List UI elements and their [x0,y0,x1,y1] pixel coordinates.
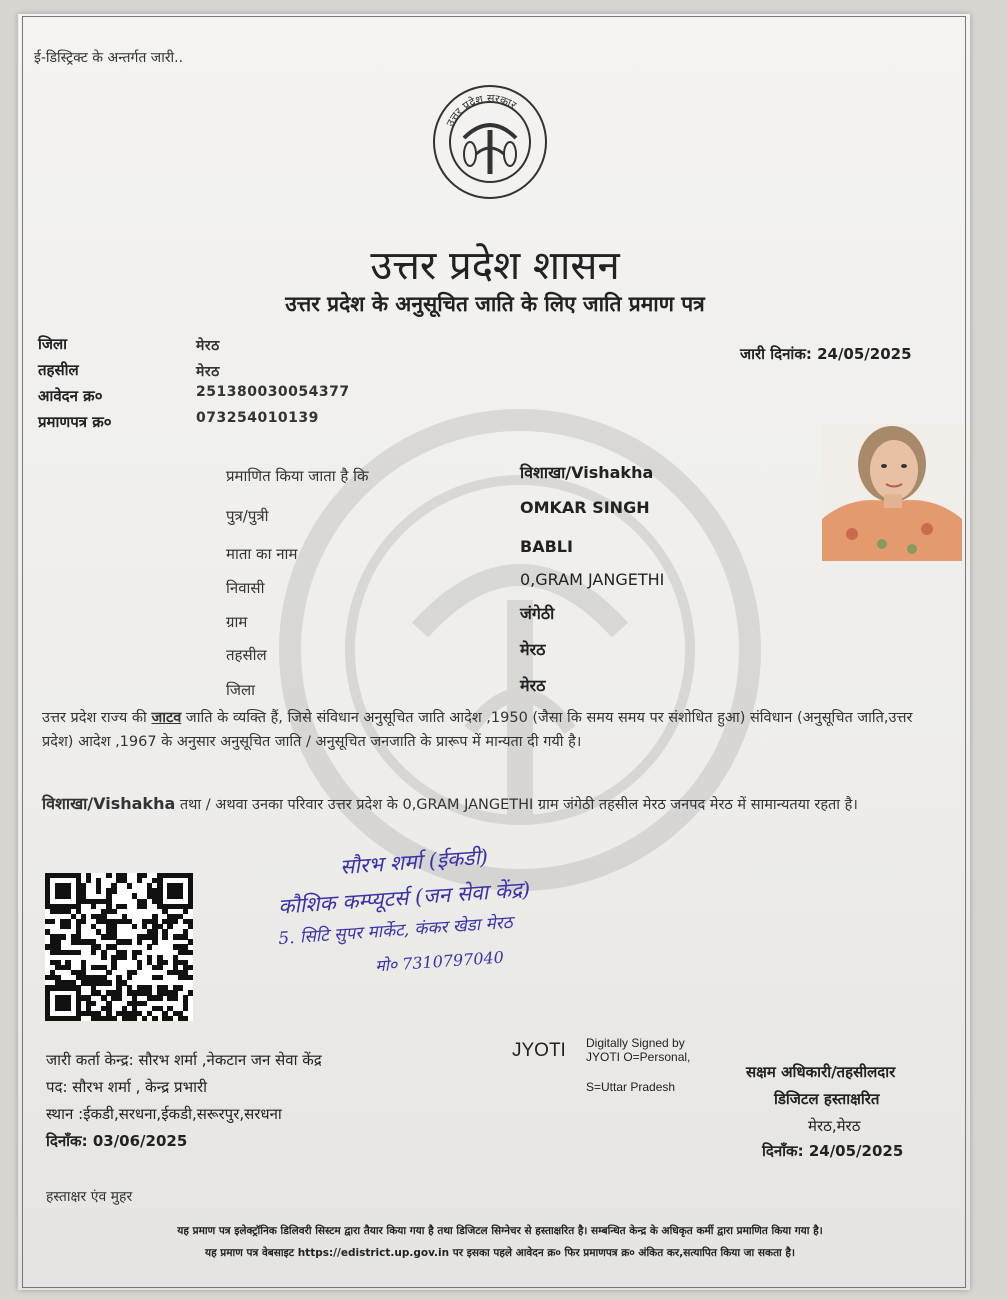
qr-module [96,888,101,893]
qr-module [137,965,142,970]
qr-module [86,878,91,883]
issuer-date [46,1131,187,1151]
qr-module [76,950,81,955]
qr-module [162,934,167,939]
qr-module [162,960,167,965]
applicant-photo [822,424,962,561]
detail-label-certified: प्रमाणित किया जाता है कि [226,467,369,485]
qr-module [142,873,147,878]
applicant-name: विशाखा/Vishakha [520,463,654,482]
qr-module [116,995,121,1000]
qr-module [188,990,193,995]
issuing-center: जारी कर्ता केन्द्र: सौरभ शर्मा ,नेकटान जन सेवा केंद्र [46,1051,322,1069]
district-label: जिला [38,335,68,353]
authority-date-value: 24/05/2025 [808,1142,904,1160]
government-title: उत्तर प्रदेश शासन [370,243,620,289]
qr-module [183,909,188,914]
qr-module [188,939,193,944]
qr-module [142,1001,147,1006]
qr-module [65,924,70,929]
qr-module [111,965,116,970]
qr-module [91,950,96,955]
application-label: आवेदन क्र० [38,387,103,405]
up-government-emblem-icon [430,82,550,202]
qr-module [122,904,127,909]
issue-date-value: 24/05/2025 [817,345,912,363]
qr-module [137,878,142,883]
application-number: 251380030054377 [196,384,350,400]
qr-module [111,1016,116,1021]
qr-module [157,975,162,980]
qr-module [111,888,116,893]
qr-module [147,944,152,949]
qr-module [101,955,106,960]
issuer-date-value: 03/06/2025 [92,1132,188,1150]
parent-name: OMKAR SINGH [520,498,650,517]
qr-module [127,975,132,980]
residence-applicant-name: विशाखा/Vishakha [42,794,176,813]
qr-module [132,970,137,975]
stamp-line-3: 5. सिटि सुपर मार्केट, कंकर खेडा मेरठ [277,912,514,950]
authority-date [762,1141,903,1161]
qr-module [183,1016,188,1021]
signature-seal-label: हस्ताक्षर एंव मुहर [46,1189,133,1205]
authority-place: मेरठ,मेरठ [808,1117,861,1135]
qr-module [81,919,86,924]
qr-module [173,919,178,924]
village-value: जंगेठी [520,604,555,623]
district-detail-value: मेरठ [520,676,546,695]
digital-sign-line-3: S=Uttar Pradesh [586,1080,676,1094]
qr-module [152,939,157,944]
qr-module [188,965,193,970]
qr-module [50,919,55,924]
qr-module [173,995,178,1000]
qr-module [183,1006,188,1011]
qr-module [127,883,132,888]
detail-label-parent: पुत्र/पुत्री [226,507,269,525]
qr-module [106,970,111,975]
issuer-place: स्थान :ईकडी,सरधना,ईकडी,सरूरपुर,सरधना [46,1105,282,1123]
certificate-number-label: प्रमाणपत्र क्र० [38,413,112,431]
caste-name: जाटव [151,710,182,726]
qr-module [142,1016,147,1021]
tehsil-value: मेरठ [196,364,220,380]
stamp-line-2: कौशिक कम्प्यूटर्स (जन सेवा केंद्र) [277,877,531,919]
issuer-date-label: दिनाँक: [46,1132,88,1150]
residence-paragraph [42,792,948,817]
qr-module [167,1016,172,1021]
qr-module [76,1016,81,1021]
district-value: मेरठ [196,338,220,354]
issue-date-label: जारी दिनांक: [740,345,812,363]
issued-under-text: ई-डिस्ट्रिक्ट के अन्तर्गत जारी.. [34,50,184,66]
detail-label-resident: निवासी [226,579,265,597]
qr-module [91,904,96,909]
tehsil-label: तहसील [38,361,79,379]
resident-value: 0,GRAM JANGETHI [520,570,665,589]
signer-name: JYOTI [512,1040,566,1061]
qr-module [152,1016,157,1021]
qr-module [188,975,193,980]
footer-note-1: यह प्रमाण पत्र इलेक्ट्रॉनिक डिलिवरी सिस्टम द्वारा तैयार किया गया है तथा डिजिटल सिग्नेचर से हस्ताक्षरित है। सम्बन्धित केन्द्र के अधिकृत कर्मी द्वारा प्रमाणित किया गया है। [177,1225,823,1237]
qr-module [157,965,162,970]
digital-signature-block [586,1036,690,1064]
tehsil-detail-value: मेरठ [520,640,546,659]
qr-module [127,939,132,944]
digital-sign-line-2: JYOTI O=Personal, [586,1050,691,1064]
qr-module [178,893,183,898]
qr-module [106,980,111,985]
qr-module [167,924,172,929]
authority-digitally-signed: डिजिटल हस्ताक्षरित [774,1090,880,1108]
qr-module [60,934,65,939]
stamp-line-4: मो० 7310797040 [374,947,505,976]
qr-module [132,1016,137,1021]
authority-date-label: दिनाँक: [762,1142,804,1160]
authority-title: सक्षम अधिकारी/तहसीलदार [746,1063,896,1081]
certificate-number: 073254010139 [196,410,319,426]
qr-module [188,950,193,955]
qr-module [142,904,147,909]
qr-module [188,904,193,909]
qr-module [65,893,70,898]
qr-module [132,924,137,929]
stamp-line-1: सौरभ शर्मा (ईकडी) [339,844,489,880]
verification-qr-code [45,873,193,1021]
qr-module [157,995,162,1000]
mother-name: BABLI [520,537,573,556]
para1-rest: जाति के व्यक्ति हैं, जिसे संविधान अनुसूचित जाति आदेश ,1950 (जैसा कि समय समय पर संशोधित हुआ) संविधान (अनुसूचित जाति,उत्तर प्रदेश) आदेश ,1967 के अनुसार अनुसूचित जाति / अनुसूचित जनजाति के प्रारूप में मान्यता दी गयी है। [42,710,913,750]
qr-module [91,1001,96,1006]
qr-module [106,873,111,878]
emblem-text: उत्तर प्रदेश सरकार [443,91,519,129]
detail-label-mother: माता का नाम [226,545,298,563]
digital-sign-line-1: Digitally Signed by [586,1036,685,1050]
qr-module [178,985,183,990]
footer-note-2: यह प्रमाण पत्र वेबसाइट https://edistrict.up.gov.in पर इसका पहले आवेदन क्र० फिर प्रमाणपत्र क्र० अंकित कर,सत्यापित किया जा सकता है। [204,1247,795,1259]
issuer-post: पद: सौरभ शर्मा , केन्द्र प्रभारी [46,1078,208,1096]
caste-declaration-paragraph [42,706,948,754]
residence-text: तथा / अथवा उनका परिवार उत्तर प्रदेश के 0,GRAM JANGETHI ग्राम जंगेठी तहसील मेरठ जनपद मेरठ में सामान्यतया रहता है। [175,797,858,813]
qr-module [137,939,142,944]
issue-date [740,344,912,364]
qr-module [122,955,127,960]
para1-start: उत्तर प्रदेश राज्य की [42,710,152,726]
detail-label-village: ग्राम [226,613,248,631]
qr-module [137,950,142,955]
qr-module [111,909,116,914]
qr-module [65,1006,70,1011]
certificate-title: उत्तर प्रदेश के अनुसूचित जाति के लिए जाति प्रमाण पत्र [285,292,705,316]
detail-label-district: जिला [226,681,256,699]
qr-module [188,924,193,929]
detail-label-tehsil: तहसील [226,646,267,664]
